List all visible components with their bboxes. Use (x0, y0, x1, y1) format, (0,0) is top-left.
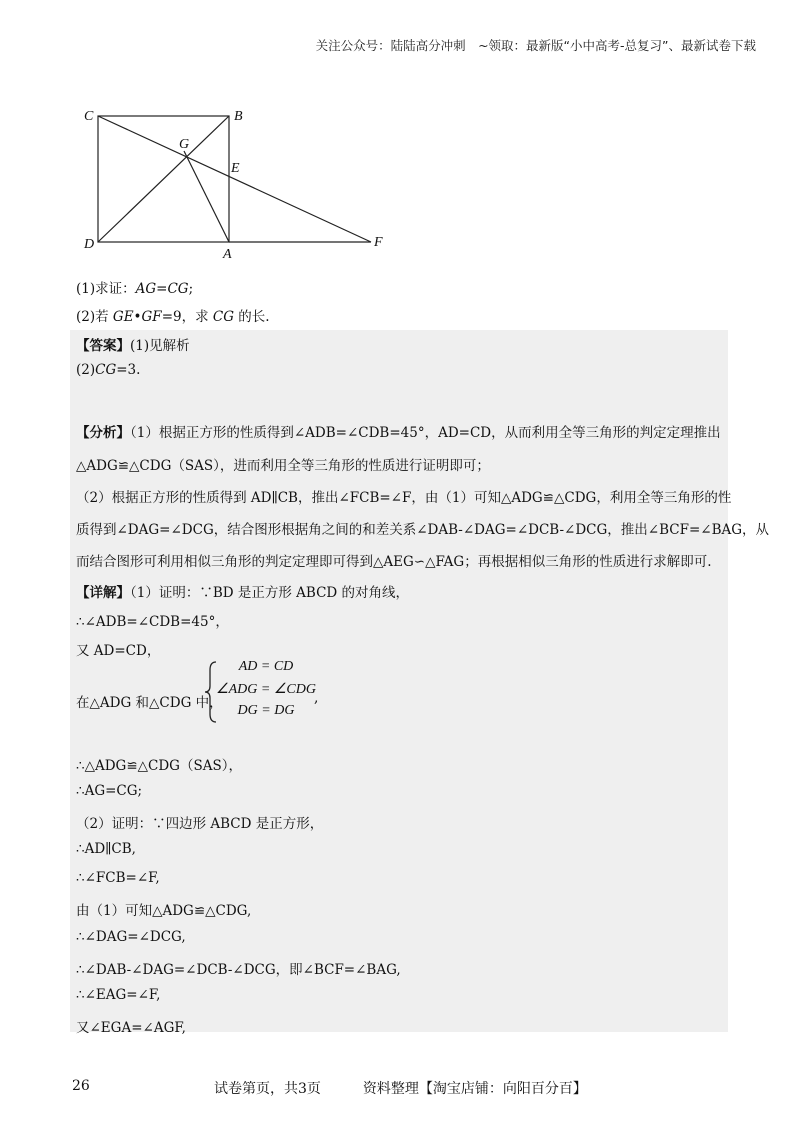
label-e: E (231, 161, 240, 176)
detail-line-5: ∴△ADG≌△CDG（SAS）， (76, 758, 242, 774)
detail-line-13: ∴∠EAG=∠F, (76, 987, 161, 1003)
system-comma: , (314, 690, 319, 706)
system-row-2: ∠ADG = ∠CDG (216, 682, 316, 697)
analysis-line-5: 而结合图形可利用相似三角形的判定定理即可得到△AEG∽△FAG；再根据相似三角形的性质进行求解即可. (76, 554, 712, 570)
detail-line-9: ∴∠FCB=∠F, (76, 870, 160, 886)
analysis-tag: 【分析】 (76, 425, 130, 441)
answer-tag: 【答案】 (76, 338, 130, 354)
label-b: B (234, 109, 243, 124)
detail-tag: 【详解】 (76, 585, 130, 601)
system-row-3: DG = DG (237, 703, 295, 718)
footer-text: 试卷第页，共3页 资料整理【淘宝店铺：向阳百分百】 (214, 1081, 587, 1097)
system-row-1: AD = CD (238, 659, 294, 674)
detail-line-4: 在△ADG 和△CDG 中， (76, 695, 223, 711)
label-c: C (84, 109, 94, 124)
geometry-figure (78, 100, 398, 265)
page-header: 关注公众号：陆陆高分冲刺 ~领取：最新版“小中高考-总复习”、最新试卷下载 (315, 38, 756, 53)
question-2: (2)若 GE•GF=9，求 CG 的长. (76, 309, 270, 325)
detail-line-2: ∴∠ADB=∠CDB=45°， (76, 614, 229, 630)
analysis-line-3: （2）根据正方形的性质得到 AD∥CB，推出∠FCB=∠F，由（1）可知△ADG≌△CDG，利用全等三角形的性 (76, 490, 732, 506)
detail-line-7: （2）证明：∵四边形 ABCD 是正方形， (76, 816, 324, 832)
detail-line-3: 又 AD=CD， (76, 643, 161, 659)
page-number: 26 (72, 1078, 90, 1094)
diagonal-db (98, 116, 229, 242)
analysis-line-2: △ADG≌△CDG（SAS），进而利用全等三角形的性质进行证明即可； (76, 458, 490, 474)
answer-line-2: (2)CG=3. (76, 362, 141, 378)
label-d: D (84, 237, 95, 252)
detail-line-11: ∴∠DAG=∠DCG, (76, 929, 186, 945)
square-diagram (78, 100, 398, 265)
analysis-line-4: 质得到∠DAG=∠DCG，结合图形根据角之间的和差关系∠DAB-∠DAG=∠DCB-∠DCG，推出∠BCF=∠BAG，从 (76, 522, 770, 538)
question-1: (1)求证：AG=CG; (76, 281, 194, 297)
line-cf (98, 116, 371, 242)
answer-line-1: 【答案】(1)见解析 (76, 338, 190, 354)
detail-line-6: ∴AG=CG; (76, 783, 143, 799)
label-g: G (179, 137, 190, 152)
label-f: F (374, 235, 383, 250)
detail-line-8: ∴AD∥CB, (76, 841, 136, 857)
line-ag (184, 151, 229, 242)
detail-line-14: 又∠EGA=∠AGF, (76, 1020, 186, 1036)
detail-line-12: ∴∠DAB-∠DAG=∠DCB-∠DCG，即∠BCF=∠BAG, (76, 962, 401, 978)
detail-line-1: 【详解】（1）证明：∵BD 是正方形 ABCD 的对角线， (76, 585, 410, 601)
analysis-line-1: 【分析】（1）根据正方形的性质得到∠ADB=∠CDB=45°，AD=CD，从而利用全等三角形的判定定理推出 (76, 425, 721, 441)
label-a: A (223, 247, 232, 262)
equation-system (204, 660, 324, 724)
detail-line-10: 由（1）可知△ADG≌△CDG, (76, 903, 252, 919)
